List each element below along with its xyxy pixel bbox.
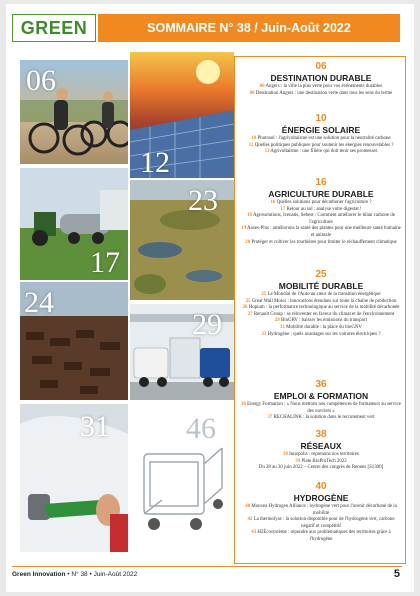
toc-entry[interactable]: 20 Protéger et cultiver les tourbières pour limiter le réchauffement climatique — [245, 239, 397, 245]
section-page-number: 16 — [315, 177, 327, 188]
toc-entry[interactable]: 13 Agrivoltaïsme : une filière qui doit tenir ses promesses — [264, 149, 378, 155]
footer-issue: • N° 38 • Juin-Août 2022 — [67, 571, 138, 578]
footer-credit — [12, 571, 137, 578]
section-title: AGRICULTURE DURABLE — [268, 189, 374, 199]
toc-entry[interactable]: 37 RECHALINK : la solution dans le recrutement vert — [267, 415, 375, 421]
tile-31-refuel-photo — [20, 404, 128, 552]
table-of-contents — [234, 56, 406, 564]
toc-entry[interactable]: 27 Renault Group : se réinventer en faveur du climat et de l'environnement — [247, 311, 395, 317]
section-destination-durable — [235, 61, 407, 97]
tile-page-number: 17 — [90, 246, 120, 279]
hydrogen-cart-image — [130, 404, 234, 552]
logo-text: GREEN — [20, 18, 88, 38]
header-banner — [98, 14, 400, 42]
section-energie-solaire — [235, 113, 407, 156]
refuel-image — [20, 404, 128, 552]
section-page-number: 10 — [315, 113, 327, 124]
tile-page-number: 23 — [188, 184, 218, 217]
tile-page-number: 24 — [24, 286, 54, 319]
section-title: MOBILITÉ DURABLE — [278, 281, 364, 291]
toc-entry[interactable]: 42 La thermolyse : la solution disponible pour de l'hydrogène vert, carbone négatif et compétitif — [247, 517, 395, 529]
tile-23-peatbog-photo — [130, 180, 234, 300]
toc-entry[interactable]: 40 Mouvea Hydrogen Alliance : hydrogène vert pour l'avenir décarboné de la mobilité — [245, 504, 397, 516]
toc-entry[interactable]: 06 Angers : la ville la plus verte pour vos événements durables — [259, 84, 383, 89]
section-title: RÉSEAUX — [300, 441, 342, 451]
toc-entry[interactable]: 38 Innopolis : reprenons nos territoires — [283, 452, 359, 457]
toc-entry[interactable]: 12 Quelles politiques publiques pour soutenir les énergies renouvelables ? — [248, 142, 394, 148]
toc-entry[interactable]: 31 Mobilité durable : la place du bioGNV — [280, 324, 362, 330]
footer-magazine: Green Innovation — [12, 571, 66, 578]
toc-entry[interactable]: 25 Le Mondial de l'Auto au cœur de la transition énergétique — [261, 292, 381, 297]
toc-entry[interactable]: 08 Destination Angers : une destination verte dans tous les sens du terme — [249, 90, 393, 96]
toc-entry[interactable]: 36 Energy Formation : « Nous mettons nos compétences de formateurs au service des ouvriers » — [241, 402, 401, 414]
toc-entry[interactable]: 25 Great Wall Motor : innovations étendues sur toute la chaîne de production — [245, 298, 397, 304]
toc-entry[interactable]: 39 Plate BioProTech 2022 — [295, 458, 347, 464]
section-reseaux — [235, 429, 407, 472]
tile-12-solar-photo — [130, 52, 234, 178]
section-title: EMPLOI & FORMATION — [273, 391, 369, 401]
toc-entry-note: Du 28 au 30 juin 2022 – Centre des congrès de Rennes [S1300] — [258, 465, 384, 471]
magazine-logo — [12, 14, 96, 42]
tile-17-tractor-photo — [20, 168, 128, 280]
tile-page-number: 12 — [140, 146, 170, 178]
footer-rule — [12, 566, 402, 567]
toc-entry[interactable]: 29 BluGRV : baisser les émissions du transport — [274, 318, 368, 324]
toc-entry[interactable]: 18 Agrosolutions, Icenatis, Sebest : Comment améliorer le bilan carbone de l'agriculture — [247, 213, 395, 225]
tile-06-cyclists-photo — [20, 60, 128, 164]
tile-page-number: 46 — [186, 412, 216, 445]
peat-bog-image — [130, 180, 234, 300]
section-mobilite-durable — [235, 269, 407, 338]
section-title: HYDROGÈNE — [293, 493, 349, 503]
toc-entry[interactable]: 16 Quelles solutions pour décarboner l'agriculture ? — [270, 200, 372, 205]
section-page-number: 06 — [315, 61, 327, 72]
toc-entry[interactable]: 33 Hydrogène : quels avantages sur les voitures électriques ? — [261, 331, 381, 337]
tile-page-number: 29 — [192, 308, 222, 341]
toc-entry[interactable]: 19 Anses-Plus : améliorons la santé des plantes pour une meilleure santé humaine et animale — [241, 226, 401, 238]
section-title: ÉNERGIE SOLAIRE — [281, 125, 361, 135]
photo-mosaic — [12, 52, 238, 564]
section-page-number: 40 — [315, 481, 327, 492]
tile-29-trucks-photo — [130, 304, 234, 400]
tile-page-number: 06 — [26, 64, 56, 97]
page-title: SOMMAIRE N° 38 / Juin-Août 2022 — [147, 21, 351, 35]
section-agriculture-durable — [235, 177, 407, 246]
toc-entry[interactable]: 10 Photosol : l'agrivoltaïsme est une solution pour la neutralité carbone — [251, 136, 391, 141]
page-number: 5 — [393, 568, 400, 580]
section-title: DESTINATION DURABLE — [270, 73, 372, 83]
section-page-number: 38 — [315, 429, 327, 440]
section-page-number: 25 — [315, 269, 327, 280]
toc-entry[interactable]: 26 Hopium : la performance technologique au service de la mobilité décarbonée — [242, 305, 400, 311]
section-emploi-formation — [235, 379, 407, 422]
tile-page-number: 31 — [80, 410, 110, 443]
tile-46-cart-photo — [130, 404, 234, 552]
toc-entry[interactable]: 17 Retour au sol : analyse votre digestat ! — [280, 206, 362, 212]
tile-24-peat-photo — [20, 282, 128, 400]
section-hydrogene — [235, 481, 407, 544]
section-page-number: 36 — [315, 379, 327, 390]
toc-entry[interactable]: 43 H2Écosystème : répondre aux problématiques des territoires grâce à l'hydrogène — [251, 530, 391, 542]
